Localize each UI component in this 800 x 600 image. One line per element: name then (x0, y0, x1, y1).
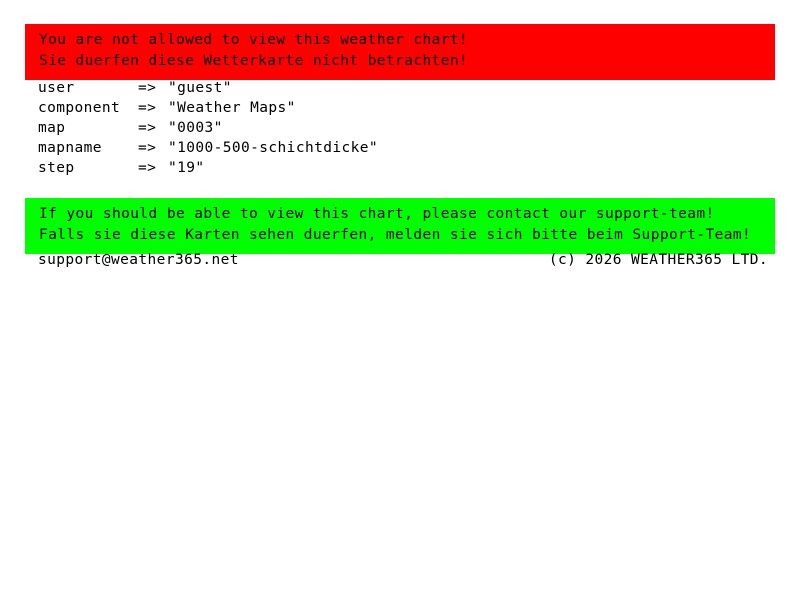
page-footer (38, 250, 768, 270)
copyright-notice: (c) 2026 WEATHER365 LTD. (548, 252, 768, 268)
parameter-row (38, 138, 378, 158)
parameter-row (38, 158, 378, 178)
error-banner (25, 24, 775, 80)
parameter-value: "guest" (168, 80, 232, 96)
parameter-row (38, 98, 378, 118)
support-message-en: If you should be able to view this chart, please contact our support-team! (39, 206, 715, 222)
support-email-link[interactable]: support@weather365.net (38, 252, 239, 268)
parameter-arrow: => (138, 120, 157, 136)
support-message-de: Falls sie diese Karten sehen duerfen, melden sie sich bitte beim Support-Team! (39, 227, 752, 243)
parameter-row (38, 78, 378, 98)
parameter-key: component (38, 100, 121, 116)
parameter-arrow: => (138, 100, 157, 116)
request-parameters (38, 78, 378, 178)
error-message-en: You are not allowed to view this weather chart! (39, 32, 469, 48)
support-banner (25, 198, 775, 254)
parameter-value: "0003" (168, 120, 223, 136)
parameter-arrow: => (138, 80, 157, 96)
parameter-arrow: => (138, 140, 157, 156)
parameter-key: mapname (38, 140, 102, 156)
parameter-key: step (38, 160, 75, 176)
parameter-key: map (38, 120, 66, 136)
parameter-row (38, 118, 378, 138)
parameter-value: "19" (168, 160, 205, 176)
parameter-arrow: => (138, 160, 157, 176)
parameter-value: "1000-500-schichtdicke" (168, 140, 378, 156)
parameter-key: user (38, 80, 75, 96)
parameter-value: "Weather Maps" (168, 100, 296, 116)
error-message-de: Sie duerfen diese Wetterkarte nicht betrachten! (39, 53, 469, 69)
